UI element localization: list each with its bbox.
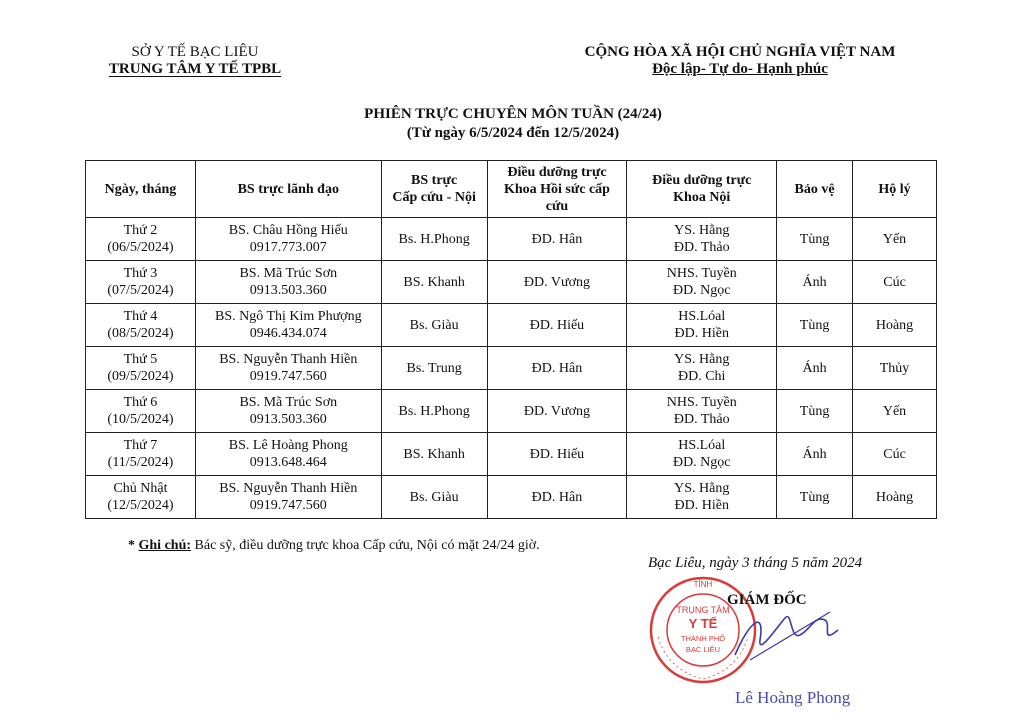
seal-text: TRUNG TÂM bbox=[676, 605, 730, 615]
table-cell bbox=[381, 433, 487, 476]
cell-text: ĐD. Vương bbox=[523, 274, 590, 290]
cell-text: ĐD. Hân bbox=[531, 231, 583, 247]
cell-text: BS. Khanh bbox=[403, 446, 465, 462]
table-cell bbox=[777, 433, 853, 476]
table-row bbox=[86, 304, 937, 347]
cell-text: Thứ 7 bbox=[123, 438, 158, 453]
table-cell bbox=[777, 390, 853, 433]
cell-text: 0919.747.560 bbox=[249, 498, 327, 513]
signer-name: Lê Hoàng Phong bbox=[735, 688, 851, 707]
cell-text: (07/5/2024) bbox=[107, 283, 174, 298]
cell-text: Ánh bbox=[802, 446, 827, 462]
cell-text: 0913.503.360 bbox=[249, 412, 327, 427]
table-cell bbox=[195, 347, 381, 390]
cell-text: BS. Mã Trúc Sơn bbox=[239, 266, 338, 281]
table-cell bbox=[381, 218, 487, 261]
column-header-text: BS trực lãnh đạo bbox=[237, 181, 339, 197]
center-name: TRUNG TÂM Y TẾ TPBL bbox=[108, 61, 282, 77]
table-cell bbox=[487, 347, 627, 390]
document-title: PHIÊN TRỰC CHUYÊN MÔN TUẦN (24/24) bbox=[364, 106, 662, 122]
cell-text: ĐD. Chi bbox=[678, 369, 726, 384]
table-cell bbox=[86, 347, 196, 390]
table-cell bbox=[381, 347, 487, 390]
cell-text: (12/5/2024) bbox=[107, 498, 174, 513]
cell-text: ĐD. Hân bbox=[531, 360, 583, 376]
cell-text: (11/5/2024) bbox=[107, 455, 174, 470]
table-cell bbox=[86, 476, 196, 519]
cell-text: NHS. Tuyền bbox=[666, 266, 737, 281]
cell-text: YS. Hằng bbox=[674, 481, 730, 496]
cell-text: Ánh bbox=[802, 360, 827, 376]
national-motto bbox=[540, 44, 940, 78]
table-body bbox=[86, 218, 937, 519]
cell-text: Ánh bbox=[802, 274, 827, 290]
table-cell bbox=[86, 304, 196, 347]
column-header-text: cứu bbox=[545, 198, 569, 214]
place-date: Bạc Liêu, ngày 3 tháng 5 năm 2024 bbox=[648, 555, 863, 571]
country-name: CỘNG HÒA XÃ HỘI CHỦ NGHĨA VIỆT NAM bbox=[584, 44, 896, 60]
note-prefix: * bbox=[128, 538, 139, 553]
table-cell bbox=[627, 347, 777, 390]
table-cell bbox=[627, 304, 777, 347]
cell-text: Thứ 5 bbox=[123, 352, 158, 367]
cell-text: Tùng bbox=[799, 231, 830, 247]
seal-text: THÀNH PHỐ bbox=[680, 634, 726, 643]
cell-text: Chủ Nhật bbox=[113, 481, 168, 496]
table-cell bbox=[487, 261, 627, 304]
cell-text: 0917.773.007 bbox=[249, 240, 327, 255]
column-header-text: Hộ lý bbox=[878, 181, 911, 197]
column-header bbox=[853, 161, 937, 218]
table-cell bbox=[777, 476, 853, 519]
cell-text: Bs. Trung bbox=[406, 360, 462, 376]
date-range: (Từ ngày 6/5/2024 đến 12/5/2024) bbox=[406, 125, 620, 141]
table-cell bbox=[777, 218, 853, 261]
column-header-text: Điều dưỡng trực bbox=[652, 173, 752, 188]
note-text: Bác sỹ, điều dưỡng trực khoa Cấp cứu, Nội có mặt 24/24 giờ. bbox=[191, 538, 540, 553]
table-cell bbox=[86, 433, 196, 476]
cell-text: Cúc bbox=[883, 274, 906, 290]
cell-text: Bs. Giàu bbox=[409, 489, 459, 505]
column-header bbox=[777, 161, 853, 218]
cell-text: Cúc bbox=[883, 446, 906, 462]
table-row bbox=[86, 433, 937, 476]
cell-text: Hoàng bbox=[875, 489, 914, 505]
cell-text: Thứ 6 bbox=[123, 395, 158, 410]
cell-text: HS.Lóal bbox=[678, 309, 726, 324]
cell-text: Thứ 2 bbox=[123, 223, 158, 238]
cell-text: Bs. Giàu bbox=[409, 317, 459, 333]
table-cell bbox=[627, 390, 777, 433]
cell-text: ĐD. Hiền bbox=[674, 326, 729, 341]
table-cell bbox=[86, 261, 196, 304]
cell-text: Thủy bbox=[879, 360, 910, 376]
cell-text: (06/5/2024) bbox=[107, 240, 174, 255]
table-cell bbox=[195, 390, 381, 433]
cell-text: ĐD. Ngọc bbox=[672, 283, 731, 298]
cell-text: ĐD. Hiếu bbox=[529, 317, 585, 333]
table-cell bbox=[777, 304, 853, 347]
duty-schedule-table bbox=[85, 160, 937, 519]
agency-header bbox=[70, 44, 320, 78]
column-header bbox=[627, 161, 777, 218]
table-cell bbox=[853, 476, 937, 519]
column-header bbox=[86, 161, 196, 218]
cell-text: (10/5/2024) bbox=[107, 412, 174, 427]
department-name: SỞ Y TẾ BẠC LIÊU bbox=[131, 44, 259, 60]
table-cell bbox=[777, 261, 853, 304]
column-header-text: Khoa Nội bbox=[673, 190, 731, 205]
table-row bbox=[86, 218, 937, 261]
table-cell bbox=[487, 390, 627, 433]
column-header-text: Khoa Hồi sức cấp bbox=[503, 181, 610, 197]
cell-text: 0913.503.360 bbox=[249, 283, 327, 298]
column-header bbox=[195, 161, 381, 218]
cell-text: Tùng bbox=[799, 489, 830, 505]
table-cell bbox=[381, 304, 487, 347]
table-row bbox=[86, 347, 937, 390]
cell-text: ĐD. Hiếu bbox=[529, 446, 585, 462]
column-header bbox=[381, 161, 487, 218]
cell-text: ĐD. Vương bbox=[523, 403, 590, 419]
cell-text: Tùng bbox=[799, 317, 830, 333]
table-cell bbox=[487, 218, 627, 261]
cell-text: Hoàng bbox=[875, 317, 914, 333]
cell-text: YS. Hằng bbox=[674, 223, 730, 238]
cell-text: Bs. H.Phong bbox=[398, 403, 470, 419]
column-header bbox=[487, 161, 627, 218]
table-row bbox=[86, 476, 937, 519]
cell-text: ĐD. Thảo bbox=[673, 412, 730, 427]
cell-text: BS. Nguyễn Thanh Hiền bbox=[219, 481, 358, 496]
seal-text: TỈNH bbox=[693, 580, 713, 589]
table-cell bbox=[381, 390, 487, 433]
table-cell bbox=[487, 476, 627, 519]
table-cell bbox=[627, 218, 777, 261]
table-header-row bbox=[86, 161, 937, 218]
table-cell bbox=[381, 261, 487, 304]
column-header-text: Điều dưỡng trực bbox=[507, 164, 607, 180]
cell-text: 0913.648.464 bbox=[249, 455, 327, 470]
table-cell bbox=[853, 347, 937, 390]
cell-text: BS. Nguyễn Thanh Hiền bbox=[219, 352, 358, 367]
table-cell bbox=[86, 390, 196, 433]
seal-text: Y TẾ bbox=[688, 616, 718, 631]
cell-text: Yến bbox=[882, 231, 907, 247]
table-cell bbox=[86, 218, 196, 261]
table-cell bbox=[853, 304, 937, 347]
table-cell bbox=[627, 476, 777, 519]
cell-text: Thứ 3 bbox=[123, 266, 158, 281]
handwritten-signature bbox=[720, 600, 850, 670]
table-cell bbox=[627, 261, 777, 304]
table-cell bbox=[195, 218, 381, 261]
table-cell bbox=[853, 261, 937, 304]
cell-text: BS. Khanh bbox=[403, 274, 465, 290]
cell-text: BS. Mã Trúc Sơn bbox=[239, 395, 338, 410]
table-cell bbox=[195, 433, 381, 476]
cell-text: ĐD. Thảo bbox=[673, 240, 730, 255]
cell-text: 0946.434.074 bbox=[249, 326, 327, 341]
table-cell bbox=[381, 476, 487, 519]
table-cell bbox=[195, 304, 381, 347]
cell-text: BS. Ngô Thị Kim Phượng bbox=[214, 309, 362, 324]
cell-text: Bs. H.Phong bbox=[398, 231, 470, 247]
table-row bbox=[86, 261, 937, 304]
table-cell bbox=[487, 304, 627, 347]
cell-text: HS.Lóal bbox=[678, 438, 726, 453]
table-cell bbox=[487, 433, 627, 476]
table-cell bbox=[627, 433, 777, 476]
table-cell bbox=[853, 390, 937, 433]
note bbox=[128, 538, 540, 554]
table-cell bbox=[853, 218, 937, 261]
column-header-text: BS trực bbox=[411, 173, 458, 188]
note-label: Ghi chú: bbox=[138, 538, 192, 553]
cell-text: (09/5/2024) bbox=[107, 369, 174, 384]
cell-text: ĐD. Hân bbox=[531, 489, 583, 505]
column-header-text: Cấp cứu - Nội bbox=[392, 190, 476, 205]
table-row bbox=[86, 390, 937, 433]
cell-text: ĐD. Hiền bbox=[674, 498, 729, 513]
director-title: GIÁM ĐỐC bbox=[727, 592, 807, 608]
cell-text: BS. Lê Hoàng Phong bbox=[228, 438, 348, 453]
cell-text: BS. Châu Hồng Hiếu bbox=[228, 223, 348, 238]
column-header-text: Ngày, tháng bbox=[104, 181, 177, 197]
table-cell bbox=[853, 433, 937, 476]
table-cell bbox=[777, 347, 853, 390]
seal-text: BẠC LIÊU bbox=[685, 645, 721, 654]
column-header-text: Bảo vệ bbox=[794, 181, 835, 197]
cell-text: (08/5/2024) bbox=[107, 326, 174, 341]
cell-text: Tùng bbox=[799, 403, 830, 419]
cell-text: NHS. Tuyền bbox=[666, 395, 737, 410]
cell-text: 0919.747.560 bbox=[249, 369, 327, 384]
cell-text: Thứ 4 bbox=[123, 309, 158, 324]
table-cell bbox=[195, 476, 381, 519]
motto: Độc lập- Tự do- Hạnh phúc bbox=[652, 61, 828, 77]
table-cell bbox=[195, 261, 381, 304]
cell-text: ĐD. Ngọc bbox=[672, 455, 731, 470]
cell-text: Yến bbox=[882, 403, 907, 419]
cell-text: YS. Hằng bbox=[674, 352, 730, 367]
